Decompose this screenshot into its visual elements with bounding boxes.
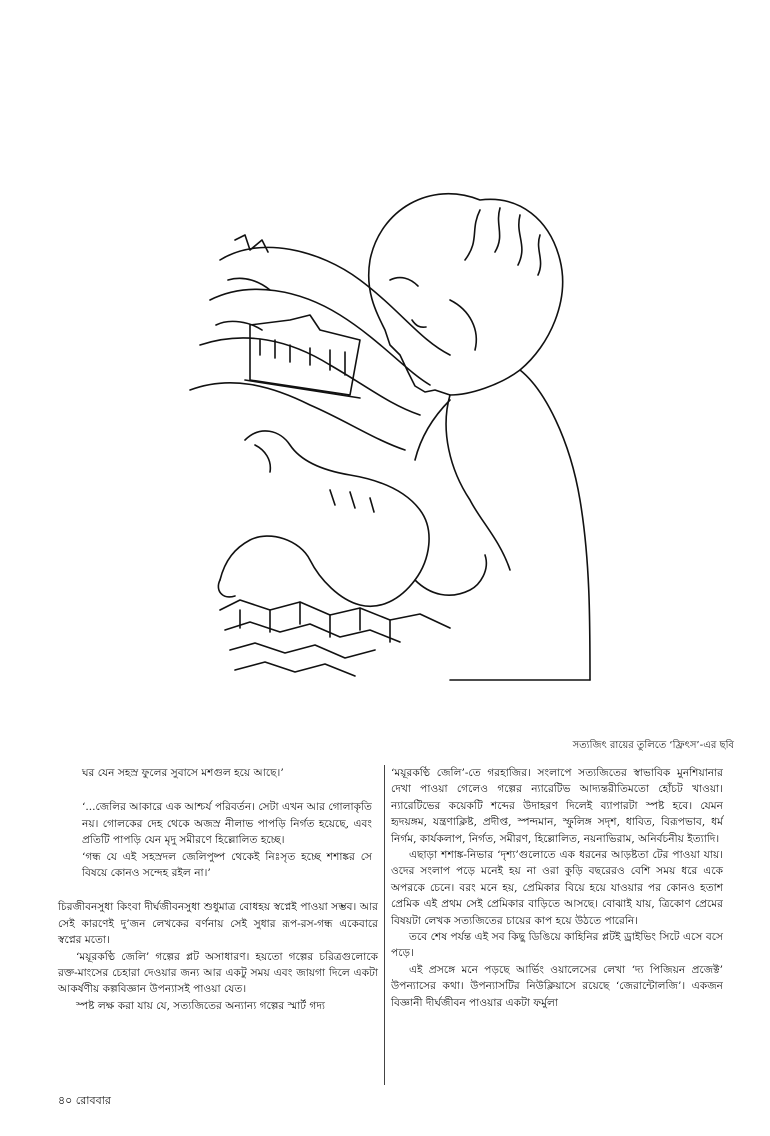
- paragraph-2: ‘ময়ূরকণ্ঠি জেলি’ গল্পের প্লট অসাধারণ। হয়তো গল্পের চরিত্রগুলোকে রক্ত-মাংসের চেহারা দেওয়ার জন্য আর একটু সময় এবং জায়গা দিলে একটা আকর্ষণীয় কল্পবিজ্ঞান উপন্যাসই পাওয়া যেত।: [58, 950, 378, 996]
- column-divider: [384, 765, 385, 1085]
- quote-2: ‘...জেলির আকারে এক আশ্চর্য পরিবর্তন। সেটা এখন আর গোলাকৃতি নয়। গোলকের দেহ থেকে অজস্র নীলাভ পাপড়ি নির্গত হয়েছে, এবং প্রতিটি পাপড়ি যেন মৃদু সমীরণে হিল্লোলিত হচ্ছে।: [82, 801, 372, 847]
- magazine-name: রোববার: [75, 1094, 111, 1107]
- paragraph-1: চিরজীবনসুধা কিংবা দীর্ঘজীবনসুধা শুধুমাত্র বোধহয় স্বপ্নেই পাওয়া সম্ভব। আর সেই কারণেই দু’জন লেখকের বর্ণনায় সেই সুধার রূপ-রস-গন্ধ একেবারে স্বপ্নের মতো।: [58, 901, 378, 947]
- paragraph-right-1: ‘ময়ূরকণ্ঠি জেলি’-তে গরহাজির। সংলাপে সত্যজিতের স্বাভাবিক মুনশিয়ানার দেখা পাওয়া গেলেও গল্পের ন্যারেটিভ আদ্যন্তরীতিমতো হোঁচট খাওয়া। ন্যারেটিভের কয়েকটি শব্দের উদাহরণ দিলেই ব্যাপারটা স্পষ্ট হবে। যেমন হৃদয়ঙ্গম, যন্ত্রণাক্লিষ্ট, প্রদীপ্ত, স্পন্দমান, স্ফুলিঙ্গ সদৃশ, ধাবিত, বিরূপভাব, ধর্ম নির্গম, কার্যকলাপ, নির্গত, সমীরণ, হিল্লোলিত, নয়নাভিরাম, অনির্বচনীয় ইত্যাদি।: [391, 767, 723, 845]
- boy-body: [446, 370, 590, 680]
- illustration-caption: সত্যজিৎ রায়ের তুলিতে ‘ফ্রিৎস’-এর ছবি: [572, 740, 734, 751]
- illustration-fritz: [150, 140, 620, 710]
- right-column: [391, 765, 723, 1011]
- page-footer: [58, 1092, 111, 1111]
- quote-3: ‘গন্ধ যে এই সহস্রদল জেলিপুষ্প থেকেই নিঃসৃত হচ্ছে শশাঙ্কর সে বিষয়ে কোনও সন্দেহ রইল না।’: [82, 850, 372, 880]
- page-number: ৪০: [58, 1094, 73, 1107]
- paragraph-right-3: তবে শেষ পর্যন্ত এই সব কিছু ডিঙিয়ে কাহিনির প্লটই ড্রাইভিং সিটে এসে বসে পড়ে।: [391, 931, 723, 960]
- paragraph-3: স্পষ্ট লক্ষ করা যায় যে, সত্যজিতের অন্যান্য গল্পের স্মার্ট গদ্য: [76, 999, 325, 1012]
- paragraph-right-2: এছাড়া শশাঙ্ক-নিভার ‘দৃশ্য’গুলোতে এক ধরনের আড়ষ্টতা টের পাওয়া যায়। ওদের সংলাপ পড়ে মনেই হয় না ওরা কুড়ি বছরেরও বেশি সময় ধরে একে অপরকে চেনে। বরং মনে হয়, প্রেমিকার বিয়ে হয়ে যাওয়ার পর কোনও হতাশ প্রেমিক এই প্রথম সেই প্রেমিকার বাড়িতে আসছে। বোঝাই যায়, ত্রিকোণ প্রেমের বিষয়টা লেখক সত্যজিতের চায়ের কাপ হয়ে উঠতে পারেনি।: [391, 849, 723, 927]
- paragraph-right-4: এই প্রসঙ্গে মনে পড়ছে আর্ভিং ওয়ালেসের লেখা ‘দ্য পিজিয়ন প্রজেক্ট’ উপন্যাসের কথা। উপন্যাসটির নিউক্লিয়াসে রয়েছে ‘জেরান্টোলজি’। একজন বিজ্ঞানী দীর্ঘজীবন পাওয়ার একটা ফর্মুলা: [391, 963, 723, 1009]
- doll-figure: [220, 431, 429, 606]
- left-column: [58, 765, 378, 1014]
- quote-1: ঘর যেন সহস্র ফুলের সুবাসে মশগুল হয়ে আছে।’: [82, 767, 284, 779]
- boy-head: [369, 194, 563, 395]
